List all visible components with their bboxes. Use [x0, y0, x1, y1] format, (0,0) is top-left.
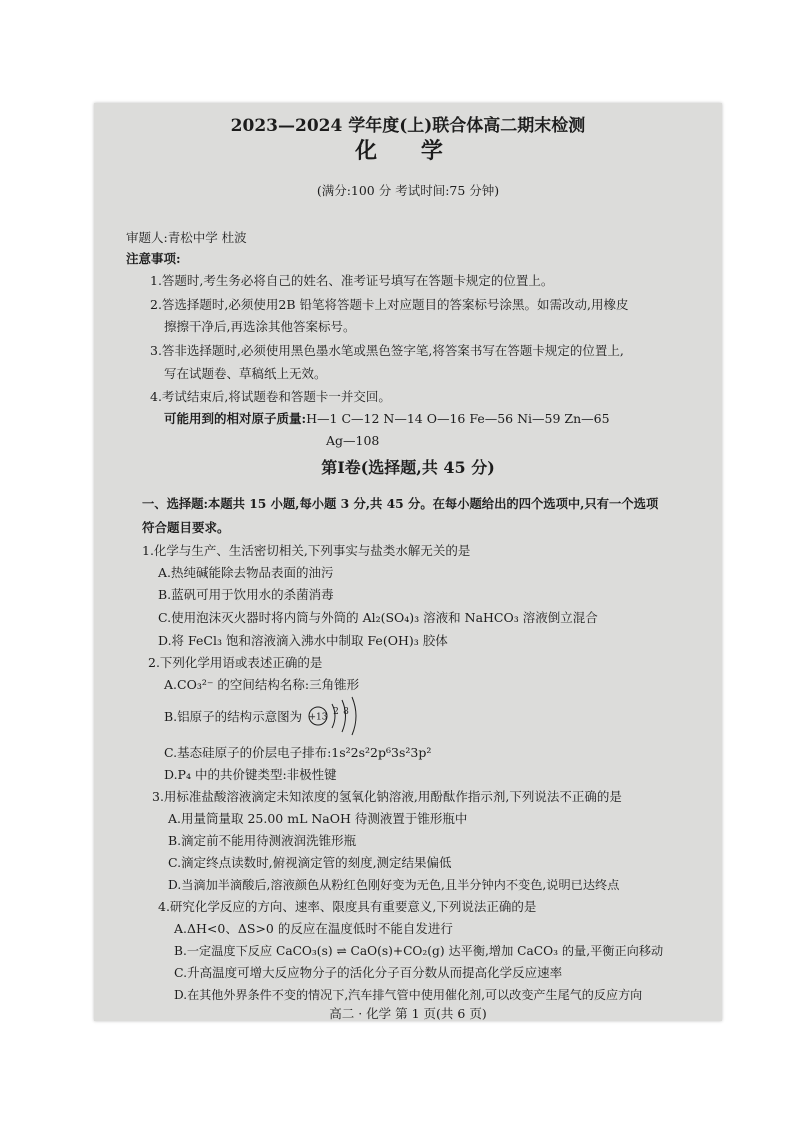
- atomic-mass-line: [164, 411, 610, 427]
- question-stem: 1.化学与生产、生活密切相关,下列事实与盐类水解无关的是: [142, 543, 471, 558]
- exam-content: [94, 103, 722, 1021]
- question-option: D.当滴加半滴酸后,溶液颜色从粉红色刚好变为无色,且半分钟内不变色,说明已达终点: [168, 878, 620, 892]
- atomic-mass-label: 可能用到的相对原子质量:: [164, 411, 307, 426]
- atomic-mass-values: H—1 C—12 N—14 O—16 Fe—56 Ni—59 Zn—65: [306, 411, 610, 426]
- question-stem: 4.研究化学反应的方向、速率、限度具有重要意义,下列说法正确的是: [158, 899, 537, 914]
- question-option: A.热纯碱能除去物品表面的油污: [158, 565, 334, 580]
- note-item: 1.答题时,考生务必将自己的姓名、准考证号填写在答题卡规定的位置上。: [150, 273, 554, 288]
- score-info: (满分:100 分 考试时间:75 分钟): [316, 183, 500, 198]
- question-option: B.铝原子的结构示意图为: [164, 709, 303, 724]
- question-option: D.在其他外界条件不变的情况下,汽车排气管中使用催化剂,可以改变产生尾气的反应方向: [174, 988, 643, 1002]
- question-stem: 3.用标准盐酸溶液滴定未知浓度的氢氧化钠溶液,用酚酞作指示剂,下列说法不正确的是: [152, 789, 622, 804]
- nucleus-charge: +13: [308, 712, 328, 723]
- exam-paper: [94, 103, 722, 1021]
- atomic-mass-values-2: Ag—108: [326, 433, 380, 448]
- question-option: A.用量筒量取 25.00 mL NaOH 待测液置于锥形瓶中: [168, 811, 468, 826]
- shell-electrons: 2: [333, 707, 339, 717]
- question-option: B.蓝矾可用于饮用水的杀菌消毒: [158, 587, 334, 602]
- question-option: A.ΔH<0、ΔS>0 的反应在温度低时不能自发进行: [174, 921, 453, 936]
- note-item: 2.答选择题时,必须使用2B 铅笔将答题卡上对应题目的答案标号涂黑。如需改动,用橡皮: [150, 297, 629, 312]
- notes-heading: 注意事项:: [126, 251, 181, 266]
- electron-shell-arc: [352, 697, 356, 735]
- aluminum-atom-diagram: [306, 691, 366, 741]
- question-option: D.将 FeCl₃ 饱和溶液滴入沸水中制取 Fe(OH)₃ 胶体: [158, 633, 448, 648]
- question-option: C.滴定终点读数时,俯视滴定管的刻度,测定结果偏低: [168, 855, 452, 870]
- section-instruction: 一、选择题:本题共 15 小题,每小题 3 分,共 45 分。在每小题给出的四个选项中,只有一个选项: [142, 496, 659, 511]
- note-item: 写在试题卷、草稿纸上无效。: [164, 366, 327, 381]
- question-option: C.使用泡沫灭火器时将内筒与外筒的 Al₂(SO₄)₃ 溶液和 NaHCO₃ 溶液倒立混合: [158, 610, 598, 625]
- question-option: C.基态硅原子的价层电子排布:1s²2s²2p⁶3s²3p²: [164, 745, 432, 760]
- page-footer: 高二 · 化学 第 1 页(共 6 页): [329, 1006, 487, 1021]
- question-option: B.滴定前不能用待测液润洗锥形瓶: [168, 833, 357, 848]
- shell-electrons: 8: [343, 707, 349, 717]
- note-item: 4.考试结束后,将试题卷和答题卡一并交回。: [150, 389, 391, 404]
- subject-title: 化 学: [355, 138, 461, 164]
- question-stem: 2.下列化学用语或表述正确的是: [148, 655, 323, 670]
- question-option: B.一定温度下反应 CaCO₃(s) ⇌ CaO(s)+CO₂(g) 达平衡,增加 CaCO₃ 的量,平衡正向移动: [174, 944, 664, 958]
- question-option: D.P₄ 中的共价键类型:非极性键: [164, 767, 337, 782]
- author-line: 审题人:青松中学 杜波: [126, 230, 247, 245]
- exam-title: 2023—2024 学年度(上)联合体高二期末检测: [230, 116, 586, 136]
- note-item: 3.答非选择题时,必须使用黑色墨水笔或黑色签字笔,将答案书写在答题卡规定的位置上,: [150, 343, 624, 358]
- section-title: 第Ⅰ卷(选择题,共 45 分): [321, 458, 495, 477]
- section-instruction: 符合题目要求。: [142, 520, 230, 535]
- question-option: C.升高温度可增大反应物分子的活化分子百分数从而提高化学反应速率: [174, 965, 563, 980]
- note-item: 擦擦干净后,再选涂其他答案标号。: [164, 319, 356, 334]
- question-option: A.CO₃²⁻ 的空间结构名称:三角锥形: [164, 677, 360, 692]
